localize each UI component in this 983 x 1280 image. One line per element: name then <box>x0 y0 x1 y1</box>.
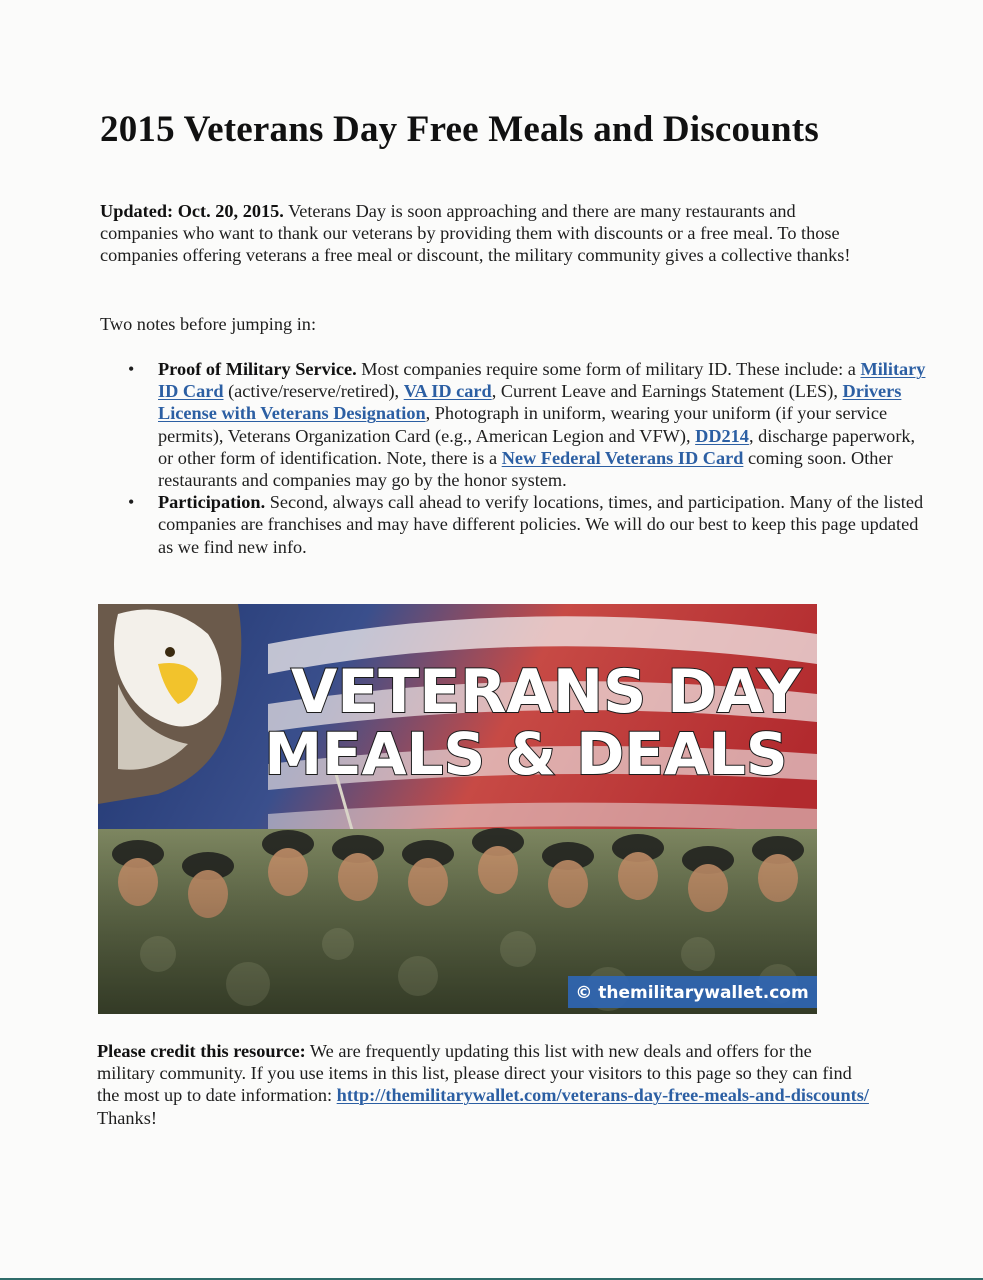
proof-text: (active/reserve/retired), <box>223 381 404 402</box>
proof-text: , Photograph in uniform, wearing your uniform (if your service permits), Veterans Organization Card (e.g., American Legion and VFW), <box>158 403 888 446</box>
list-item-proof <box>158 358 928 491</box>
notes-list <box>100 358 928 558</box>
participation-heading: Participation. <box>158 492 266 513</box>
credit-heading: Please credit this resource: <box>97 1041 306 1061</box>
page-title: 2015 Veterans Day Free Meals and Discounts <box>100 109 819 150</box>
proof-text: , discharge paperwork, or other form of identification. Note, there is a <box>158 425 916 468</box>
credit-text: We are frequently updating this list with new deals and offers for the military community. If you use items in this list, please direct your visitors to this page so they can find the most up to date information: <box>97 1041 852 1106</box>
resource-url-link[interactable]: http://themilitarywallet.com/veterans-day-free-meals-and-discounts/ <box>336 1085 869 1106</box>
va-id-card-link[interactable]: VA ID card <box>403 381 492 402</box>
banner-credit: © themilitarywallet.com <box>575 983 809 1003</box>
proof-text: , Current Leave and Earnings Statement (LES), <box>491 381 843 402</box>
proof-heading: Proof of Military Service. <box>158 359 357 379</box>
banner-headline-line1: VETERANS DAY <box>290 657 802 727</box>
intro-text: Veterans Day is soon approaching and there are many restaurants and companies who want to thank our veterans by providing them with discounts or a free meal. To those companies offering veterans a free meal or discount, the military community gives a collective thanks! <box>100 201 851 266</box>
military-id-card-link[interactable]: Military ID Card <box>158 359 926 402</box>
notes-intro: Two notes before jumping in: <box>100 314 317 334</box>
proof-text: coming soon. Other restaurants and companies may go by the honor system. <box>158 447 893 491</box>
veterans-day-banner-image <box>98 604 817 1014</box>
intro-paragraph <box>100 200 870 267</box>
dd214-link[interactable]: DD214 <box>695 425 749 446</box>
banner-headline-line2: MEALS & DEALS <box>264 720 788 788</box>
participation-text: Second, always call ahead to verify locations, times, and participation. Many of the listed companies are franchises and may have different policies. We will do our best to keep this page updated as we find new info. <box>158 492 924 557</box>
credit-paragraph <box>97 1040 872 1129</box>
list-item-participation <box>158 491 928 558</box>
credit-thanks: Thanks! <box>97 1107 157 1128</box>
proof-text: Most companies require some form of military ID. These include: a <box>356 359 861 379</box>
updated-date-label: Updated: Oct. 20, 2015. <box>100 201 284 221</box>
federal-veterans-id-link[interactable]: New Federal Veterans ID Card <box>501 447 744 468</box>
drivers-license-link[interactable]: Drivers License with Veterans Designation <box>158 381 902 424</box>
